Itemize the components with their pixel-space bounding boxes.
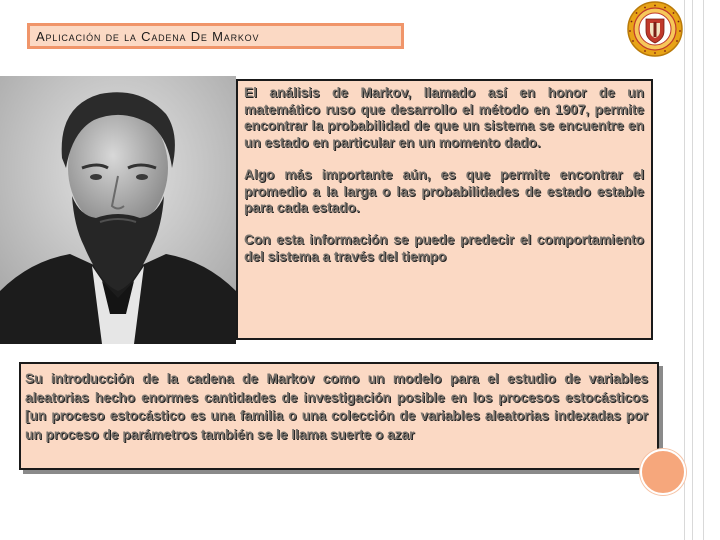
university-seal-icon — [619, 0, 691, 58]
decorative-circle — [640, 449, 686, 495]
decorative-rule — [692, 0, 693, 540]
paragraph: El análisis de Markov, llamado así en honor de un matemático ruso que desarrollo el método en 1907, permite encontrar la probabilidad de que un sistema se encuentre en un estado en particular en un momento dado. — [244, 85, 644, 151]
paragraph: Su introducción de la cadena de Markov como un modelo para el estudio de variables aleatorias hecho enormes cantidades de investigación posible en los procesos estocásticos [un proceso estocástico es una familia o una colección de variables aleatorias indexadas por un proceso de parámetros también se le llama suerte o azar — [25, 371, 648, 442]
title-box — [27, 23, 404, 49]
decorative-rule — [703, 0, 704, 540]
introduction-box — [19, 362, 659, 470]
paragraph: Algo más importante aún, es que permite encontrar el promedio a la larga o las probabilidades de estado estable para cada estado. — [244, 166, 644, 216]
paragraph: Con esta información se puede predecir el comportamiento del sistema a través del tiempo — [244, 231, 644, 264]
decorative-rule — [684, 0, 685, 540]
portrait-photo — [0, 76, 236, 344]
description-box — [236, 79, 653, 340]
slide-title: Aplicación de la Cadena De Markov — [36, 28, 260, 44]
